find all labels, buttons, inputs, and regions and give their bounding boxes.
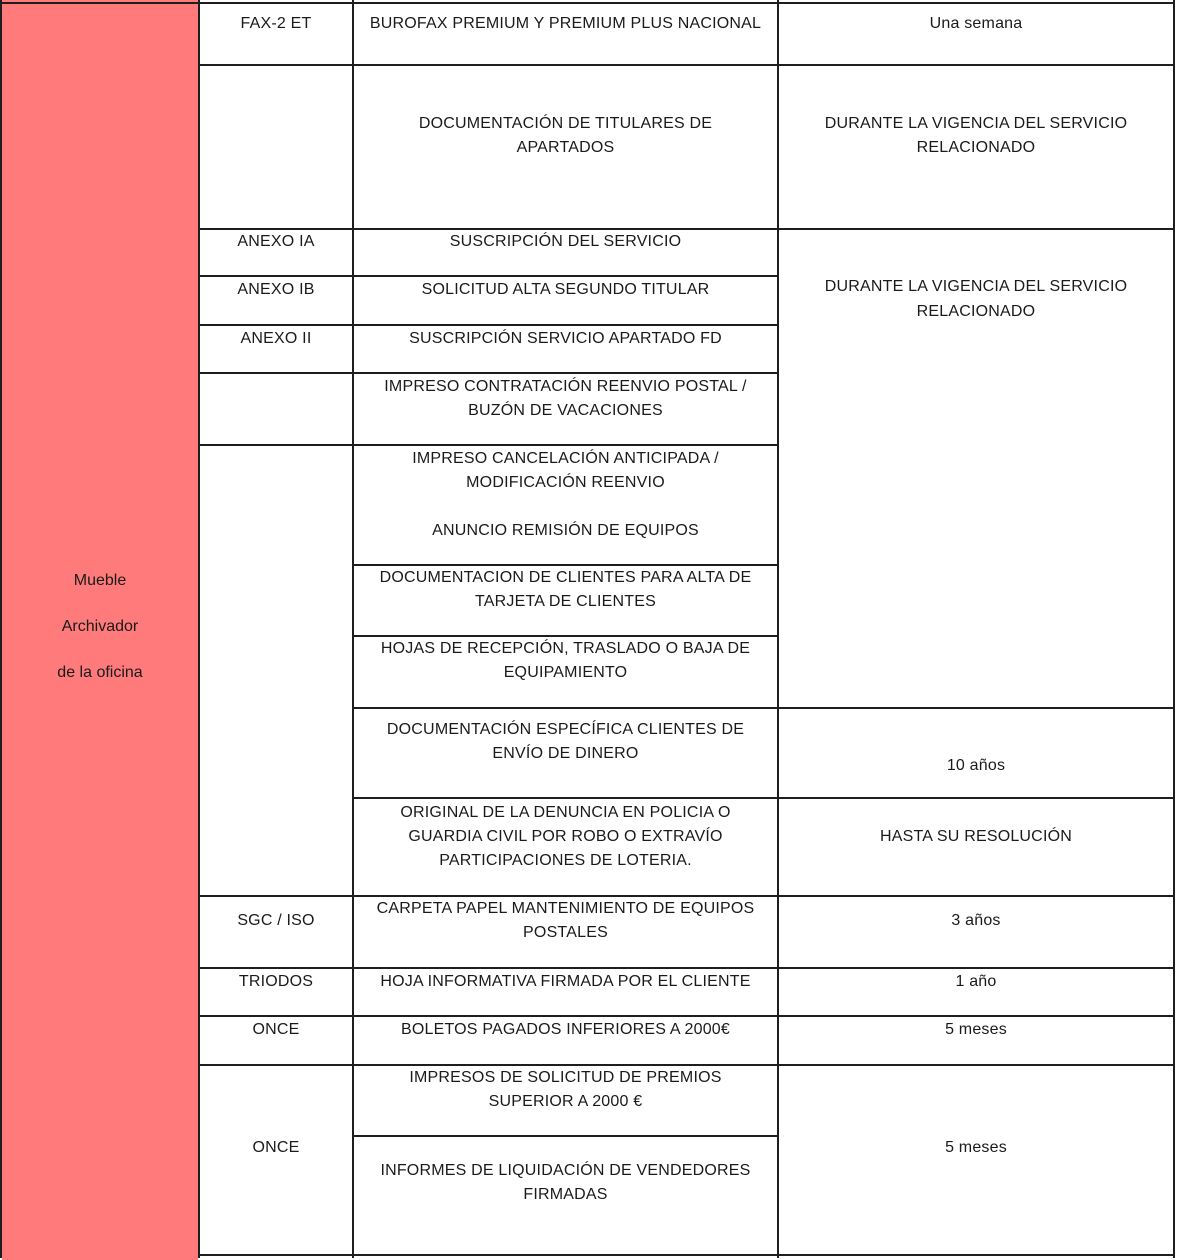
document-cell: BOLETOS PAGADOS INFERIORES A 2000€ [400,1021,730,1038]
border-h [198,64,1175,66]
border-h-top [0,2,1175,4]
document-line: ANUNCIO REMISIÓN DE EQUIPOS [432,522,699,539]
document-cell: BUROFAX PREMIUM Y PREMIUM PLUS NACIONAL [369,15,762,32]
document-line: IMPRESO CANCELACIÓN ANTICIPADA / [412,450,719,467]
document-line: IMPRESOS DE SOLICITUD DE PREMIOS [409,1069,722,1086]
border-h [198,372,779,374]
retention-line: DURANTE LA VIGENCIA DEL SERVICIO [824,115,1128,132]
border-h [198,1015,1175,1017]
code-cell: SGC / ISO [237,912,315,929]
location-line-1: Mueble [73,572,127,589]
document-line: DOCUMENTACIÓN ESPECÍFICA CLIENTES DE [386,721,745,738]
document-cell [354,637,777,685]
border-h [198,275,779,277]
document-cell [354,897,777,945]
retention-cell: 5 meses [945,1021,1007,1038]
retention-line: RELACIONADO [916,139,1036,156]
retention-cell [779,274,1173,324]
document-line: ORIGINAL DE LA DENUNCIA EN POLICIA O [400,804,731,821]
document-line: TARJETA DE CLIENTES [474,593,657,610]
code-cell: ANEXO II [240,330,312,347]
document-line: DOCUMENTACION DE CLIENTES PARA ALTA DE [379,569,752,586]
border-v-right [1173,0,1175,1258]
location-label [2,558,198,696]
document-cell [354,1066,777,1114]
border-v-doc-right [777,0,779,1258]
document-line: SUPERIOR A 2000 € [488,1093,643,1110]
document-line: CARPETA PAPEL MANTENIMIENTO DE EQUIPOS [376,900,755,917]
retention-cell: 10 años [946,757,1006,774]
document-cell: HOJA INFORMATIVA FIRMADA POR EL CLIENTE [380,973,751,990]
border-h [352,707,1175,709]
document-line: GUARDIA CIVIL POR ROBO O EXTRAVÍO [408,828,723,845]
retention-cell [779,112,1173,160]
code-cell: TRIODOS [238,973,314,990]
document-line: EQUIPAMIENTO [503,664,628,681]
border-h [198,967,1175,969]
border-v-left [0,0,2,1258]
document-line: FIRMADAS [523,1186,608,1203]
document-line: HOJAS DE RECEPCIÓN, TRASLADO O BAJA DE [380,640,751,657]
document-cell [354,447,777,543]
document-line: ENVÍO DE DINERO [492,745,639,762]
code-cell: ANEXO IA [237,233,315,250]
code-cell: ONCE [252,1139,300,1156]
document-cell: SUSCRIPCIÓN SERVICIO APARTADO FD [409,330,722,347]
document-cell: SOLICITUD ALTA SEGUNDO TITULAR [421,281,710,298]
location-line-3: de la oficina [57,664,143,681]
document-cell [354,566,777,614]
retention-line: RELACIONADO [916,303,1036,320]
document-line: DOCUMENTACIÓN DE TITULARES DE [418,115,713,132]
document-line: BUZÓN DE VACACIONES [468,402,663,419]
retention-cell: 1 año [955,973,997,990]
document-line: INFORMES DE LIQUIDACIÓN DE VENDEDORES [380,1162,751,1179]
border-h [352,797,1175,799]
retention-cell: HASTA SU RESOLUCIÓN [880,828,1072,845]
document-cell [354,1159,777,1207]
border-h [352,1135,779,1137]
document-line: PARTICIPACIONES DE LOTERIA. [439,852,692,869]
border-h [198,324,779,326]
border-h [198,444,779,446]
document-cell [354,801,777,873]
border-h-bottom [198,1254,1175,1256]
retention-cell: Una semana [929,15,1023,32]
code-cell: FAX-2 ET [240,15,312,32]
border-v-code-left [198,0,200,1258]
document-cell [354,112,777,160]
document-cell [354,718,777,766]
document-cell: SUSCRIPCIÓN DEL SERVICIO [449,233,682,250]
document-line: APARTADOS [516,139,615,156]
code-cell: ONCE [252,1021,300,1038]
document-line: MODIFICACIÓN REENVIO [466,474,665,491]
retention-cell: 5 meses [945,1139,1007,1156]
document-line: POSTALES [523,924,608,941]
location-line-2: Archivador [61,618,139,635]
code-cell: ANEXO IB [237,281,315,298]
document-cell [354,375,777,423]
retention-line: DURANTE LA VIGENCIA DEL SERVICIO [824,278,1128,295]
document-line: IMPRESO CONTRATACIÓN REENVIO POSTAL / [384,378,747,395]
retention-cell: 3 años [951,912,1001,929]
